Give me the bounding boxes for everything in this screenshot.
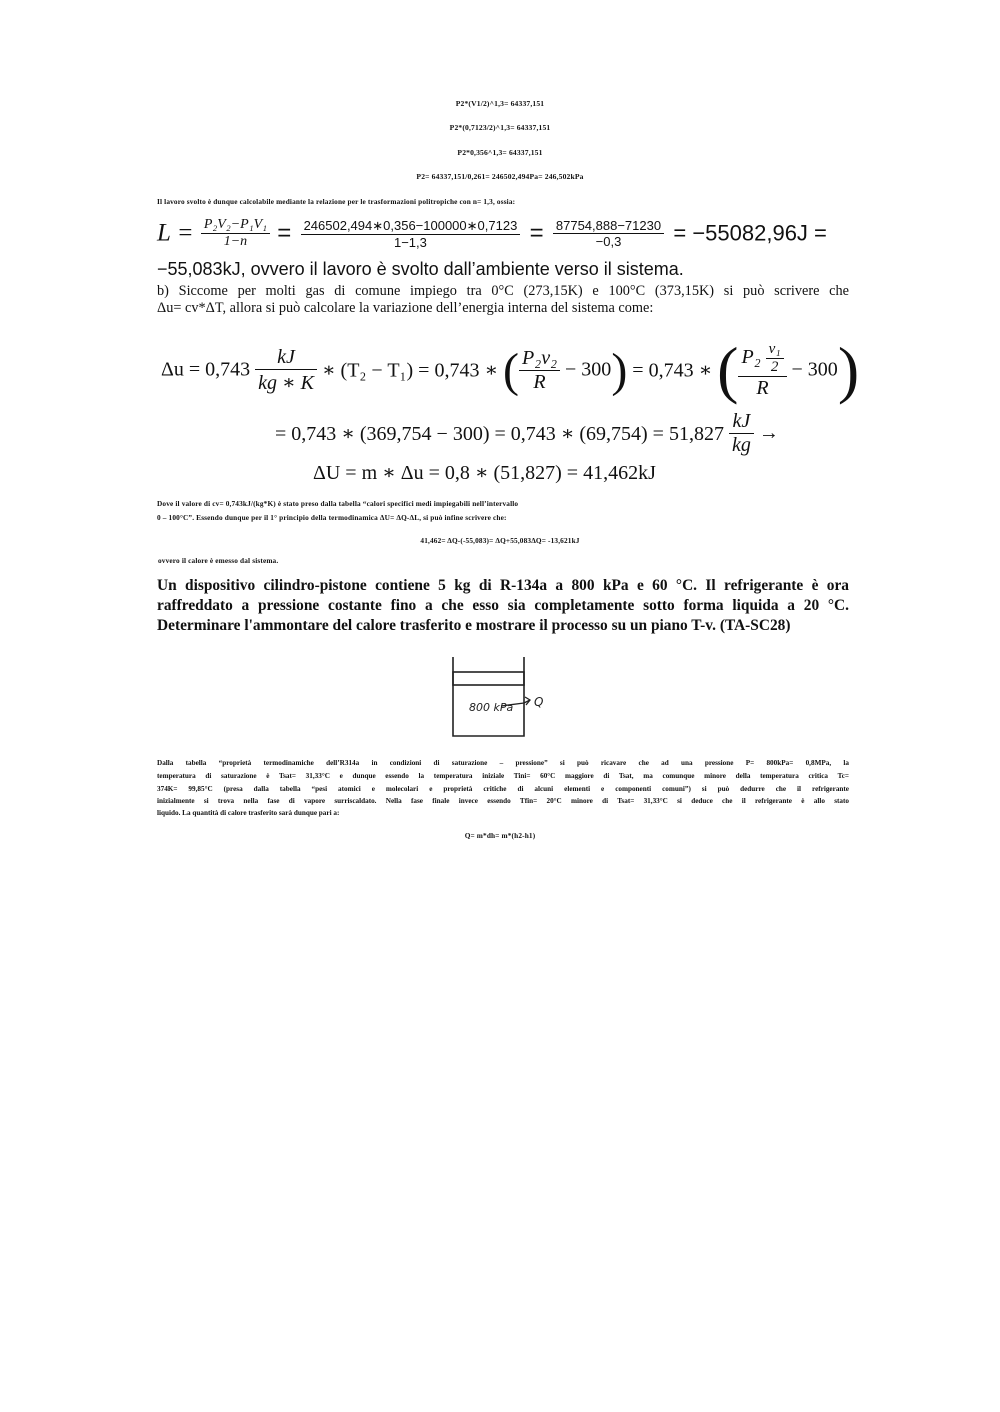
du-r2: R <box>756 376 769 399</box>
du-line-2-kg: kg <box>731 434 751 456</box>
work-intro: Il lavoro svolto è dunque calcolabile mediante la relazione per le trasformazioni politropiche con n= 1,3, ossia: <box>157 197 516 206</box>
du-r1: R <box>533 370 546 393</box>
work-frac-1-den: 1−n <box>223 234 248 249</box>
paren-open-1: ( <box>503 343 520 397</box>
du-part-e: − 300 <box>791 358 838 381</box>
du-unit-num: kJ <box>255 346 317 370</box>
q-label: Q <box>534 695 544 709</box>
du-p2v2: P₂v₂ <box>519 347 560 371</box>
du-unit-den: kg ∗ K <box>258 371 314 394</box>
solution-line-4: inizialmente si trova nella fase di vapore surriscaldato. Nella fase finale invece essendo Tfin= 20°C minore di Tsat= 31,33°C si deduce che il refrigerante è allo stato <box>157 797 849 805</box>
du-part-b: ∗ (T₂ − T₁) = 0,743 ∗ <box>321 359 499 382</box>
paren-close-2: ) <box>837 334 860 405</box>
work-frac-1-num: P₂V₂−P₁V₁ <box>201 217 270 234</box>
cv-line-1: Dove il valore di cv= 0,743kJ/(kg*K) è stato preso dalla tabella “calori specifici medi impiegabili nell’intervallo <box>157 499 519 508</box>
du-p2: P₂ <box>741 345 761 368</box>
arrow-icon: → <box>758 422 779 444</box>
calc-line-1: P2*(V1/2)^1,3= 64337,151 <box>455 99 545 108</box>
paren-close-1: ) <box>611 343 628 397</box>
du-unit-frac <box>255 346 317 395</box>
work-result: = −55082,96J = <box>673 220 827 246</box>
du-part-a: Δu = 0,743 <box>161 358 251 381</box>
work-frac-1 <box>201 217 270 250</box>
work-eq-2: = <box>529 219 544 247</box>
du-v1: v₁ <box>766 341 784 359</box>
paren-open-2: ( <box>717 334 739 405</box>
du-line-2-unit <box>729 410 754 457</box>
heat-equation: 41,462= ΔQ-(-55,083)= ΔQ+55,083ΔQ= -13,621kJ <box>420 536 580 545</box>
work-frac-3-num: 87754,888−71230 <box>553 218 664 234</box>
part-b-line-1: b) Siccome per molti gas di comune impiego tra 0°C (273,15K) e 100°C (373,15K) si può scrivere che <box>157 283 849 299</box>
du-part-c: − 300 <box>565 358 612 381</box>
calc-line-3: P2*0,356^1,3= 64337,151 <box>457 148 543 157</box>
du-frac-p2v2 <box>519 347 560 394</box>
calc-line-2: P2*(0,7123/2)^1,3= 64337,151 <box>449 123 551 132</box>
solution-line-3: 374K= 99,85°C (presa dalla tabella “pesi atomici e molecolari e proprietà critiche di alcuni elementi e componenti comuni”) si può dedurre che il refrigerante <box>157 785 849 793</box>
problem-line-2: raffreddato a pressione costante fino a che esso sia completamente sotto forma liquida a 20 °C. <box>157 597 849 614</box>
cylinder-piston-diagram <box>440 650 570 742</box>
du-line-2-kj: kJ <box>729 410 754 434</box>
work-frac-2-den: 1−1,3 <box>393 234 427 250</box>
solution-line-5: liquido. La quantità di calore trasferito sarà dunque pari a: <box>157 809 340 817</box>
du-part-d: = 0,743 ∗ <box>632 359 713 382</box>
heat-note: ovvero il calore è emesso dal sistema. <box>158 556 279 565</box>
work-lhs: L = <box>157 219 194 247</box>
du-frac-big <box>738 341 786 400</box>
piston <box>453 672 524 685</box>
work-frac-3 <box>553 218 664 249</box>
part-b-line-2: Δu= cv*ΔT, allora si può calcolare la variazione dell’energia interna del sistema come: <box>157 300 654 316</box>
cv-line-2: 0 – 100°C”. Essendo dunque per il 1° principio della termodinamica ΔU= ΔQ-ΔL, si può infine scrivere che: <box>157 513 507 522</box>
work-eq-1: = <box>277 219 292 247</box>
du-big-num <box>738 341 786 377</box>
du-formula-line-1 <box>161 333 859 407</box>
du-two: 2 <box>770 358 779 375</box>
calc-line-4: P2= 64337,151/0,261= 246502,494Pa= 246,502kPa <box>416 172 584 181</box>
work-frac-2 <box>301 218 521 250</box>
work-formula <box>157 217 827 250</box>
pressure-label: 800 kPa <box>469 701 514 714</box>
du-formula-line-3: ΔU = m ∗ Δu = 0,8 ∗ (51,827) = 41,462kJ <box>313 462 656 484</box>
solution-line-1: Dalla tabella “proprietà termodinamiche dell’R314a in condizioni di saturazione – pressione” si può ricavare che ad una pressione P= 800kPa= 0,8MPa, la <box>157 759 849 767</box>
problem-line-3: Determinare l'ammontare del calore trasferito e mostrare il processo su un piano T-v. (TA-SC28) <box>157 617 791 634</box>
du-v1-frac <box>766 341 784 376</box>
work-formula-line-2: −55,083kJ, ovvero il lavoro è svolto dall’ambiente verso il sistema. <box>157 259 684 279</box>
solution-line-2: temperatura di saturazione è Tsat= 31,33°C e dunque essendo la temperatura iniziale Tini= 60°C maggiore di Tsat, ma comunque minore della temperatura critica Tc= <box>157 772 849 780</box>
problem-line-1: Un dispositivo cilindro-pistone contiene 5 kg di R-134a a 800 kPa e 60 °C. Il refrigerante è ora <box>157 577 849 594</box>
du-formula-line-2 <box>275 410 779 457</box>
work-frac-3-den: −0,3 <box>595 234 622 249</box>
final-equation: Q= m*dh= m*(h2-h1) <box>464 831 536 840</box>
cylinder-wall <box>453 657 524 736</box>
du-line-2-text: = 0,743 ∗ (369,754 − 300) = 0,743 ∗ (69,754) = 51,827 <box>275 423 724 445</box>
work-frac-2-num: 246502,494∗0,356−100000∗0,7123 <box>301 218 521 235</box>
